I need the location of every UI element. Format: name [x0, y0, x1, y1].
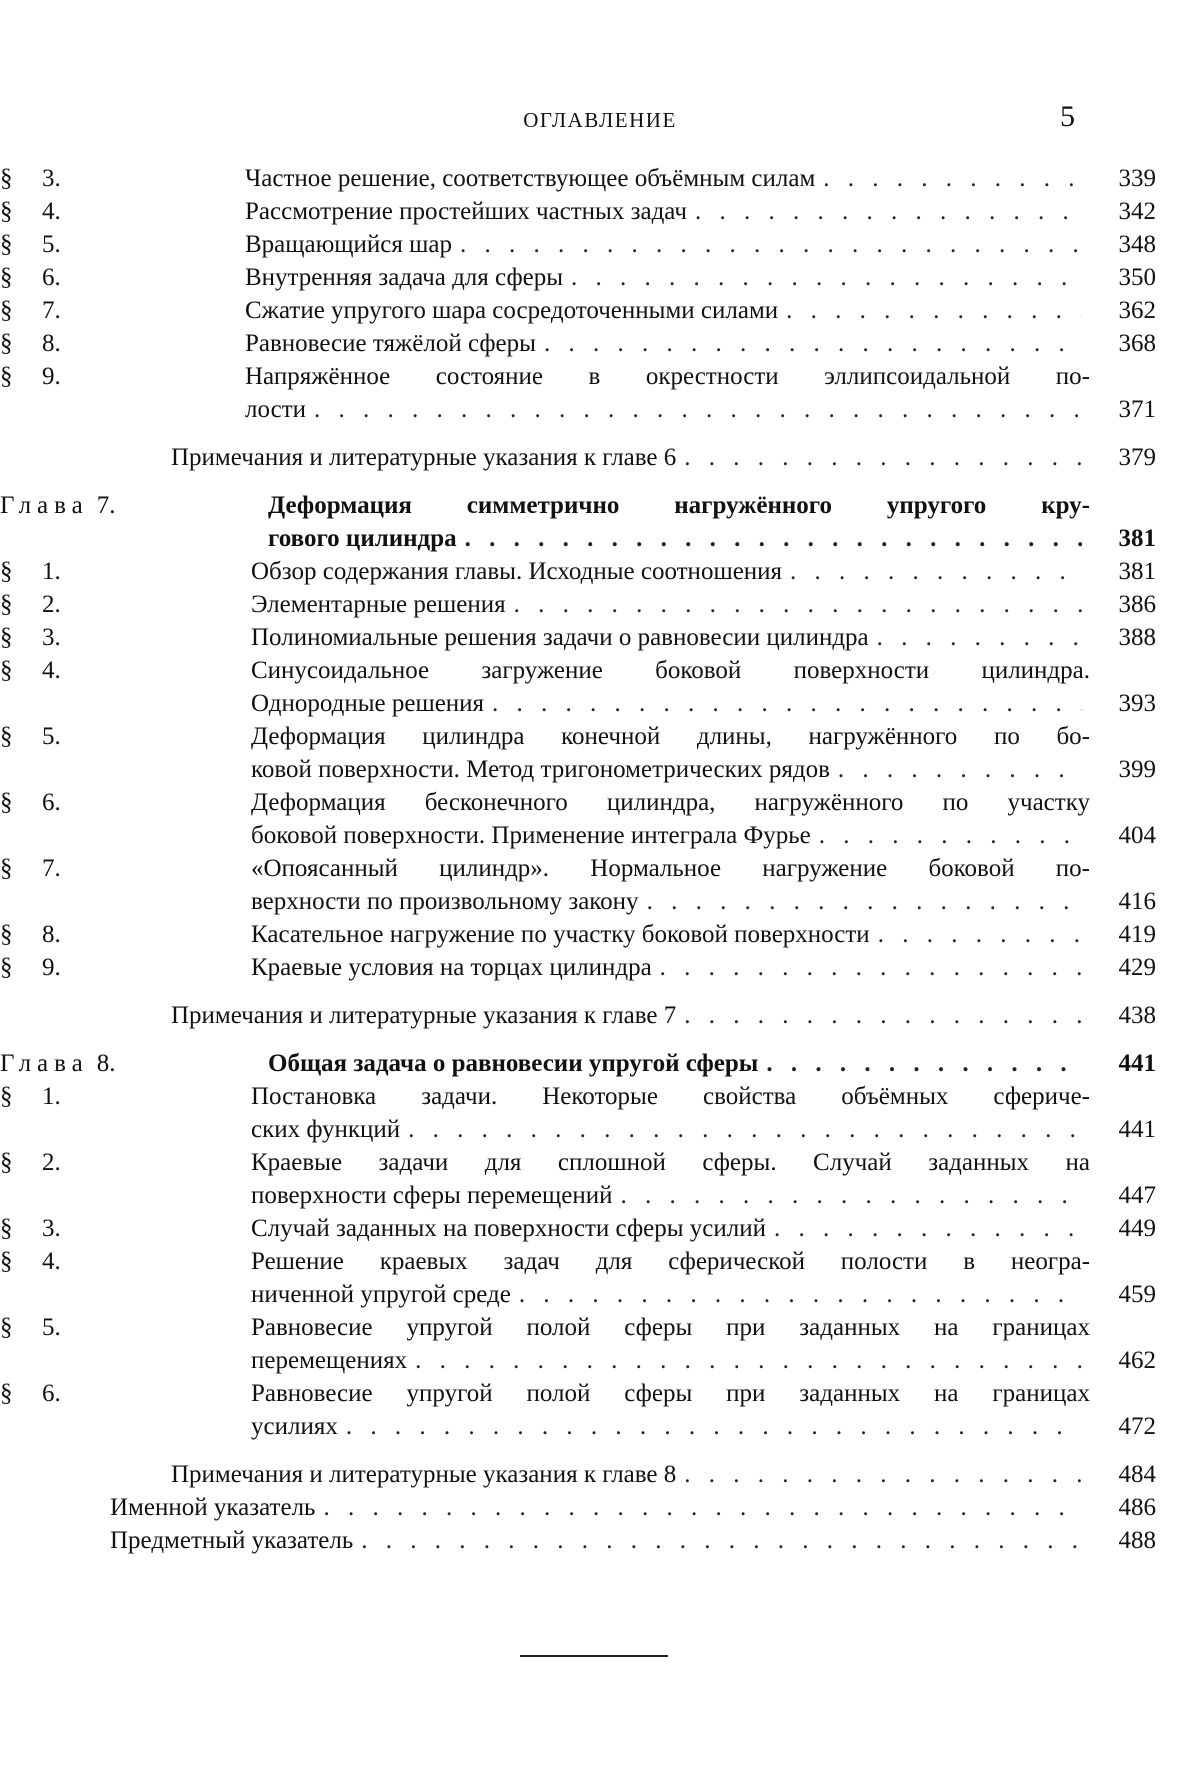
toc-section-entry[interactable]: [0, 294, 1200, 327]
entry-title-last-line: [268, 522, 1090, 555]
section-sign: §: [0, 1083, 13, 1110]
section-sign: §: [0, 330, 13, 357]
entry-title: [171, 1458, 1156, 1491]
section-number: 2.: [42, 1149, 61, 1176]
dot-leader: [877, 621, 1082, 654]
entry-page-number: 429: [1118, 954, 1156, 981]
entry-page-number: 399: [1118, 756, 1156, 783]
entry-title: [245, 261, 1156, 294]
toc-chapter-entry[interactable]: [0, 1047, 1200, 1080]
entry-title-last-line: [251, 1179, 1090, 1212]
dot-leader: [695, 195, 1082, 228]
entry-page-number: 381: [1118, 525, 1156, 552]
entry-title-text: Примечания и литературные указания к главе 6: [171, 444, 677, 471]
entry-title-last-line: [251, 1410, 1090, 1443]
entry-page-number: 441: [1118, 1050, 1156, 1077]
entry-title-last-line: [171, 999, 1090, 1032]
chapter-word: Глава: [0, 1050, 89, 1077]
entry-title-text: боковой поверхности. Применение интеграла Фурье: [251, 822, 811, 849]
entry-title: [251, 1377, 1156, 1443]
toc-section-entry[interactable]: [0, 951, 1200, 984]
toc-section-entry[interactable]: [0, 654, 1200, 720]
dot-leader: [684, 441, 1082, 474]
section-sign: §: [0, 1380, 13, 1407]
entry-title-text: Общая задача о равновесии упругой сферы: [268, 1050, 759, 1077]
section-sign: §: [0, 855, 13, 882]
entry-title: [245, 294, 1156, 327]
entry-title-last-line: [251, 951, 1090, 984]
entry-title-line: Равновесие упругой полой сферы при заданных на границах: [251, 1380, 1090, 1407]
entry-title-last-line: [251, 819, 1090, 852]
entry-title-last-line: [251, 588, 1090, 621]
entry-title-last-line: [245, 228, 1090, 261]
entry-title-last-line: [245, 327, 1090, 360]
entry-title-line: Синусоидальное загружение боковой поверхности цилиндра.: [251, 657, 1090, 684]
toc-section-entry[interactable]: [0, 1377, 1200, 1443]
section-sign: §: [0, 363, 13, 390]
entry-title-line: Равновесие упругой полой сферы при заданных на границах: [251, 1314, 1090, 1341]
toc-section-entry[interactable]: [0, 360, 1200, 426]
toc-section-entry[interactable]: [0, 1212, 1200, 1245]
entry-title-line: «Опоясанный цилиндр». Нормальное нагружение боковой по-: [251, 855, 1090, 882]
entry-title-last-line: [268, 1047, 1090, 1080]
section-number: 4.: [42, 198, 61, 225]
entry-title-text: Элементарные решения: [251, 591, 506, 618]
section-sign: §: [0, 723, 13, 750]
entry-title-text: ковой поверхности. Метод тригонометрических рядов: [251, 756, 830, 783]
section-sign: §: [0, 591, 13, 618]
entry-title-text: Краевые условия на торцах цилиндра: [251, 954, 652, 981]
section-sign: §: [0, 1248, 13, 1275]
entry-title-line: Решение краевых задач для сферической полости в неогра-: [251, 1248, 1090, 1275]
entry-title-text: Равновесие тяжёлой сферы: [245, 330, 536, 357]
entry-title: [110, 1491, 1156, 1524]
entry-title: [251, 654, 1156, 720]
toc-notes-entry[interactable]: [0, 441, 1200, 474]
section-number: 4.: [42, 657, 61, 684]
toc-index-entry[interactable]: [0, 1491, 1200, 1524]
section-number: 6.: [42, 789, 61, 816]
entry-title-line: Краевые задачи для сплошной сферы. Случай заданных на: [251, 1149, 1090, 1176]
entry-title-text: Именной указатель: [110, 1494, 316, 1521]
entry-title-last-line: [251, 555, 1090, 588]
entry-title-line: Деформация симметрично нагружённого упругого кру-: [268, 492, 1090, 519]
entry-title-last-line: [110, 1524, 1090, 1557]
running-head: [0, 100, 1200, 140]
table-of-contents: [0, 162, 1200, 1557]
entry-page-number: 381: [1118, 558, 1156, 585]
section-number: 4.: [42, 1248, 61, 1275]
toc-section-entry[interactable]: [0, 327, 1200, 360]
entry-page-number: 419: [1118, 921, 1156, 948]
dot-leader: [408, 1113, 1082, 1146]
entry-title-text: гового цилиндра: [268, 525, 457, 552]
toc-section-entry[interactable]: [0, 588, 1200, 621]
section-sign: §: [0, 657, 13, 684]
entry-title-last-line: [251, 687, 1090, 720]
entry-page-number: 486: [1118, 1494, 1156, 1521]
section-number: 8.: [42, 921, 61, 948]
dot-leader: [492, 687, 1082, 720]
entry-title-text: ниченной упругой среде: [251, 1281, 511, 1308]
dot-leader: [878, 918, 1082, 951]
entry-title-last-line: [245, 162, 1090, 195]
page-header-title: ОГЛАВЛЕНИЕ: [523, 108, 677, 132]
entry-title-text: Рассмотрение простейших частных задач: [245, 198, 687, 225]
entry-page-number: 342: [1118, 198, 1156, 225]
entry-page-number: 447: [1118, 1182, 1156, 1209]
entry-title-last-line: [251, 885, 1090, 918]
dot-leader: [647, 885, 1082, 918]
dot-leader: [766, 1047, 1082, 1080]
section-sign: §: [0, 954, 13, 981]
toc-section-entry[interactable]: [0, 1146, 1200, 1212]
toc-section-entry[interactable]: [0, 852, 1200, 918]
entry-title-last-line: [251, 1344, 1090, 1377]
toc-notes-entry[interactable]: [0, 999, 1200, 1032]
section-sign: §: [0, 624, 13, 651]
entry-title-last-line: [171, 1458, 1090, 1491]
entry-title-text: усилиях: [251, 1413, 338, 1440]
section-sign: §: [0, 231, 13, 258]
entry-title-last-line: [245, 261, 1090, 294]
section-number: 9.: [42, 954, 61, 981]
toc-section-entry[interactable]: [0, 195, 1200, 228]
entry-page-number: 348: [1118, 231, 1156, 258]
toc-section-entry[interactable]: [0, 1311, 1200, 1377]
entry-title-text: Примечания и литературные указания к главе 8: [171, 1461, 677, 1488]
entry-page-number: 449: [1118, 1215, 1156, 1242]
entry-title-line: Деформация цилиндра конечной длины, нагружённого по бо-: [251, 723, 1090, 750]
dot-leader: [660, 951, 1082, 984]
entry-title-text: Случай заданных на поверхности сферы усилий: [251, 1215, 767, 1242]
dot-leader: [823, 162, 1082, 195]
entry-title-last-line: [110, 1491, 1090, 1524]
entry-title-last-line: [245, 393, 1090, 426]
entry-title-last-line: [251, 621, 1090, 654]
entry-title: [251, 1311, 1156, 1377]
dot-leader: [838, 753, 1082, 786]
section-number: 5.: [42, 723, 61, 750]
entry-title: [251, 951, 1156, 984]
entry-title-last-line: [245, 195, 1090, 228]
entry-page-number: 388: [1118, 624, 1156, 651]
entry-title: [251, 1080, 1156, 1146]
entry-title: [171, 441, 1156, 474]
toc-section-entry[interactable]: [0, 1245, 1200, 1311]
end-rule: [520, 1655, 668, 1657]
entry-title: [268, 489, 1156, 555]
entry-page-number: 404: [1118, 822, 1156, 849]
entry-title: [251, 588, 1156, 621]
entry-page-number: 368: [1118, 330, 1156, 357]
chapter-word: Глава: [0, 492, 89, 519]
entry-title-text: Внутренняя задача для сферы: [245, 264, 564, 291]
entry-title: [251, 1245, 1156, 1311]
toc-section-entry[interactable]: [0, 1080, 1200, 1146]
toc-section-entry[interactable]: [0, 555, 1200, 588]
entry-page-number: 462: [1118, 1347, 1156, 1374]
dot-leader: [314, 393, 1082, 426]
chapter-number: 8.: [96, 1050, 116, 1077]
dot-leader: [571, 261, 1082, 294]
entry-title-text: Обзор содержания главы. Исходные соотношения: [251, 558, 783, 585]
dot-leader: [415, 1344, 1082, 1377]
entry-title-line: Деформация бесконечного цилиндра, нагружённого по участку: [251, 789, 1090, 816]
section-sign: §: [0, 198, 13, 225]
entry-title-last-line: [251, 918, 1090, 951]
toc-section-entry[interactable]: [0, 162, 1200, 195]
entry-page-number: 416: [1118, 888, 1156, 915]
entry-title-last-line: [171, 441, 1090, 474]
section-sign: §: [0, 1314, 13, 1341]
dot-leader: [346, 1410, 1082, 1443]
entry-title-text: поверхности сферы перемещений: [251, 1182, 613, 1209]
dot-leader: [519, 1278, 1082, 1311]
toc-section-entry[interactable]: [0, 261, 1200, 294]
section-number: 3.: [42, 1215, 61, 1242]
entry-title: [251, 1212, 1156, 1245]
entry-title-last-line: [251, 1278, 1090, 1311]
entry-title-text: Однородные решения: [251, 690, 485, 717]
entry-title: [245, 162, 1156, 195]
section-number: 7.: [42, 297, 61, 324]
dot-leader: [621, 1179, 1083, 1212]
entry-title: [251, 720, 1156, 786]
toc-section-entry[interactable]: [0, 786, 1200, 852]
entry-title-last-line: [251, 1212, 1090, 1245]
dot-leader: [544, 327, 1082, 360]
entry-title: [171, 999, 1156, 1032]
section-number: 3.: [42, 624, 61, 651]
section-number: 2.: [42, 591, 61, 618]
entry-title-text: перемещениях: [251, 1347, 408, 1374]
toc-section-entry[interactable]: [0, 720, 1200, 786]
entry-page-number: 393: [1118, 690, 1156, 717]
entry-title: [245, 360, 1156, 426]
entry-title: [251, 918, 1156, 951]
dot-leader: [774, 1212, 1082, 1245]
section-sign: §: [0, 1215, 13, 1242]
section-sign: §: [0, 264, 13, 291]
section-number: 3.: [42, 165, 61, 192]
section-number: 6.: [42, 264, 61, 291]
section-number: 1.: [42, 558, 61, 585]
entry-title-line: Постановка задачи. Некоторые свойства объёмных сфериче-: [251, 1083, 1090, 1110]
toc-section-entry[interactable]: [0, 621, 1200, 654]
section-number: 9.: [42, 363, 61, 390]
section-sign: §: [0, 1149, 13, 1176]
entry-title: [245, 195, 1156, 228]
entry-page-number: 484: [1118, 1461, 1156, 1488]
entry-title-last-line: [245, 294, 1090, 327]
entry-title-text: Примечания и литературные указания к главе 7: [171, 1002, 677, 1029]
section-sign: §: [0, 921, 13, 948]
section-number: 8.: [42, 330, 61, 357]
section-number: 6.: [42, 1380, 61, 1407]
entry-title: [251, 555, 1156, 588]
section-sign: §: [0, 297, 13, 324]
entry-title-last-line: [251, 753, 1090, 786]
entry-title-last-line: [251, 1113, 1090, 1146]
entry-title-text: Касательное нагружение по участку боковой поверхности: [251, 921, 870, 948]
dot-leader: [684, 1458, 1082, 1491]
entry-page-number: 459: [1118, 1281, 1156, 1308]
entry-title-text: Полиномиальные решения задачи о равновесии цилиндра: [251, 624, 869, 651]
entry-title: [245, 228, 1156, 261]
entry-title: [251, 1146, 1156, 1212]
chapter-label: [0, 1047, 115, 1080]
section-number: 1.: [42, 1083, 61, 1110]
page-number: 5: [1060, 100, 1075, 133]
toc-notes-entry[interactable]: [0, 1458, 1200, 1491]
entry-page-number: 350: [1118, 264, 1156, 291]
dot-leader: [323, 1491, 1082, 1524]
section-number: 5.: [42, 231, 61, 258]
dot-leader: [460, 228, 1082, 261]
chapter-label: [0, 489, 115, 522]
dot-leader: [790, 555, 1082, 588]
entry-title: [251, 621, 1156, 654]
entry-page-number: 362: [1118, 297, 1156, 324]
entry-title-text: Предметный указатель: [110, 1527, 354, 1554]
entry-page-number: 379: [1118, 444, 1156, 471]
entry-title: [110, 1524, 1156, 1557]
dot-leader: [684, 999, 1082, 1032]
section-number: 7.: [42, 855, 61, 882]
entry-page-number: 472: [1118, 1413, 1156, 1440]
entry-title: [251, 786, 1156, 852]
entry-title-text: ских функций: [251, 1116, 401, 1143]
toc-section-entry[interactable]: [0, 918, 1200, 951]
entry-title-text: Частное решение, соответствующее объёмным силам: [245, 165, 816, 192]
dot-leader: [786, 294, 1082, 327]
entry-page-number: 438: [1118, 1002, 1156, 1029]
dot-leader: [465, 522, 1082, 555]
entry-title: [245, 327, 1156, 360]
section-sign: §: [0, 558, 13, 585]
toc-index-entry[interactable]: [0, 1524, 1200, 1557]
chapter-number: 7.: [96, 492, 116, 519]
entry-page-number: 441: [1118, 1116, 1156, 1143]
entry-title-line: Напряжённое состояние в окрестности эллипсоидальной по-: [245, 363, 1090, 390]
entry-page-number: 386: [1118, 591, 1156, 618]
entry-title-text: Сжатие упругого шара сосредоточенными силами: [245, 297, 779, 324]
dot-leader: [514, 588, 1082, 621]
entry-title: [251, 852, 1156, 918]
entry-title-text: верхности по произвольному закону: [251, 888, 639, 915]
entry-title-text: лости: [245, 396, 306, 423]
toc-section-entry[interactable]: [0, 228, 1200, 261]
toc-chapter-entry[interactable]: [0, 489, 1200, 555]
entry-title: [268, 1047, 1156, 1080]
dot-leader: [819, 819, 1082, 852]
dot-leader: [361, 1524, 1082, 1557]
entry-title-text: Вращающийся шар: [245, 231, 452, 258]
entry-page-number: 339: [1118, 165, 1156, 192]
entry-page-number: 371: [1118, 396, 1156, 423]
section-number: 5.: [42, 1314, 61, 1341]
entry-page-number: 488: [1118, 1527, 1156, 1554]
section-sign: §: [0, 789, 13, 816]
section-sign: §: [0, 165, 13, 192]
